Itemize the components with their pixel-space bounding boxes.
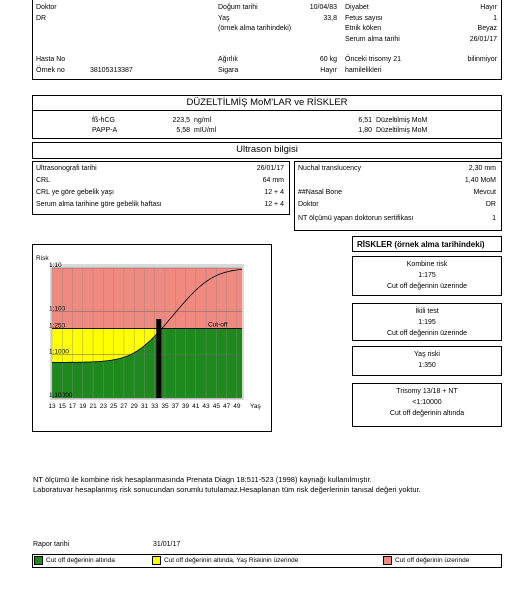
- report-date-label: Rapor tarihi: [33, 541, 70, 548]
- patient-field: Serum alma tarihi: [345, 35, 400, 43]
- patient-marker: [156, 319, 161, 398]
- patient-field: bilinmiyor: [467, 56, 497, 63]
- mom-analyte-unit: ng/ml: [194, 117, 212, 124]
- mom-value: 1,80: [358, 127, 372, 134]
- cutoff-label: Cut-off: [208, 321, 228, 329]
- ultrasound-label: ##Nasal Bone: [298, 189, 342, 196]
- patient-field: 26/01/17: [469, 35, 497, 43]
- x-tick-label: 49: [233, 403, 241, 410]
- patient-field: Örnek no: [36, 66, 65, 74]
- x-tick-label: 25: [110, 403, 118, 410]
- x-tick-label: 39: [181, 403, 190, 410]
- legend-text: Cut off değerinin üzerinde: [395, 557, 470, 564]
- patient-field: Hayır: [480, 4, 497, 11]
- y-axis-label: Risk: [36, 255, 49, 262]
- x-axis-label: Yaş: [250, 403, 261, 410]
- legend-text: Cut off değerinin altında: [46, 557, 115, 564]
- ultrasound-label: CRL ye göre gebelik yaşı: [36, 189, 114, 196]
- x-tick-label: 27: [120, 403, 128, 410]
- risk-box-value: 1:350: [418, 362, 436, 369]
- risk-box-title: Trisomy 13/18 + NT: [396, 388, 458, 395]
- risk-box-status: Cut off değerinin altında: [389, 410, 465, 417]
- legend-swatch: [34, 556, 43, 565]
- x-tick-label: 31: [140, 403, 149, 410]
- y-tick-label: 1:250: [49, 322, 66, 330]
- ultrasound-label: CRL: [36, 177, 51, 184]
- ultrasound-value: 1: [492, 215, 496, 222]
- mom-analyte-name: fß-hCG: [92, 117, 115, 124]
- risk-box: [352, 303, 502, 341]
- patient-field: (örnek alma tarihindeki): [218, 25, 292, 32]
- legend-swatch: [383, 556, 392, 565]
- x-tick-label: 13: [48, 403, 56, 410]
- patient-field: hamilelikleri: [345, 66, 382, 74]
- y-tick-label: 1:100: [49, 305, 66, 313]
- risk-box-value: <1:10000: [412, 399, 442, 406]
- x-tick-label: 23: [99, 403, 107, 410]
- risk-box-title: Kombine risk: [406, 261, 448, 268]
- ultrasound-label: Ultrasonografi tarihi: [36, 165, 97, 172]
- risk-box-value: 1:195: [418, 319, 436, 326]
- mom-analyte-value: 223,5: [172, 117, 190, 124]
- x-tick-label: 29: [130, 403, 138, 410]
- x-tick-label: 43: [202, 403, 210, 410]
- patient-field: Doğum tarihi: [218, 4, 258, 11]
- patient-field: 60 kg: [319, 56, 337, 63]
- patient-field: Doktor: [36, 4, 57, 11]
- mom-values-box: [32, 111, 502, 139]
- patient-field: Hasta No: [36, 56, 66, 63]
- x-tick-label: 17: [68, 403, 77, 410]
- legend-text: Cut off değerinin altında, Yaş Riskinin üzerinde: [164, 557, 299, 564]
- patient-field: Yaş: [218, 14, 230, 22]
- risk-box: [352, 383, 502, 427]
- ultrasound-value: DR: [485, 201, 496, 208]
- patient-field: Sigara: [218, 66, 239, 74]
- patient-field: 10/04/83: [309, 4, 337, 11]
- risk-box-status: Cut off değerinin üzerinde: [386, 283, 468, 290]
- x-tick-label: 45: [212, 403, 220, 410]
- patient-field: 1: [493, 14, 497, 22]
- risk-box: [352, 346, 502, 376]
- patient-field: Etnik köken: [345, 25, 382, 32]
- note-line-2: Laboratuvar hesaplanmış risk sonucundan sorumlu tutulamaz.Hesaplanan tüm risk değerlerinin tanısal değeri yoktur.: [33, 485, 421, 494]
- x-tick-label: 41: [192, 403, 200, 410]
- mom-analyte-value: 5,58: [176, 127, 190, 134]
- patient-field: Diyabet: [345, 4, 369, 11]
- patient-field: Beyaz: [477, 25, 497, 32]
- patient-field: Hayır: [320, 66, 337, 74]
- x-tick-label: 19: [79, 403, 87, 410]
- risk-box-status: Cut off değerinin üzerinde: [386, 330, 468, 337]
- ultrasound-label: NT ölçümü yapan doktorun sertifikası: [298, 215, 414, 222]
- legend-swatch: [152, 556, 161, 565]
- x-tick-label: 47: [222, 403, 231, 410]
- ultrasound-value: Mevcut: [473, 189, 496, 196]
- ultrasound-label: Serum alma tarihine göre gebelik haftası: [36, 201, 162, 208]
- patient-field: Ağırlık: [218, 56, 238, 63]
- ultrasound-value: 12 + 4: [264, 189, 284, 196]
- risk-box-value: 1:175: [418, 272, 436, 279]
- note-line-1: NT ölçümü ile kombine risk hesaplanmasında Prenata Diagn 18:511-523 (1998) kaynağı kullanılmıştır.: [33, 475, 372, 484]
- patient-field: 38105313387: [90, 66, 133, 74]
- x-tick-label: 21: [89, 403, 97, 410]
- risk-chart: [32, 244, 272, 432]
- mom-analyte-name: PAPP-A: [92, 127, 118, 134]
- ultrasound-value: 12 + 4: [264, 201, 284, 208]
- patient-field: Fetus sayısı: [345, 14, 383, 22]
- mom-label: Düzeltilmiş MoM: [376, 127, 428, 134]
- risk-box: [352, 256, 502, 296]
- report-date-value: 31/01/17: [153, 541, 181, 548]
- y-tick-label: 1:10: [49, 262, 62, 269]
- mom-label: Düzeltilmiş MoM: [376, 117, 428, 124]
- y-tick-label: 1:1000: [49, 348, 69, 356]
- ultrasound-value: 2,30 mm: [468, 165, 496, 172]
- ultrasound-value: 1,40 MoM: [464, 177, 496, 184]
- ultrasound-value: 26/01/17: [256, 165, 284, 172]
- x-tick-label: 37: [171, 403, 179, 410]
- y-tick-label: 1:10000: [49, 392, 73, 399]
- risk-box-title: Yaş riski: [414, 351, 440, 358]
- ultrasound-label: Nuchal translucency: [298, 165, 362, 172]
- ultrasound-title: Ultrason bilgisi: [236, 144, 298, 155]
- ultrasound-value: 64 mm: [262, 177, 284, 184]
- patient-field: Önceki trisomy 21: [345, 56, 402, 63]
- patient-field: DR: [36, 14, 47, 22]
- ultrasound-label: Doktor: [298, 201, 319, 208]
- mom-analyte-unit: mIU/ml: [194, 127, 217, 134]
- patient-field: 33,8: [323, 14, 337, 22]
- mom-section-title: DÜZELTİLMİŞ MoM'LAR ve RİSKLER: [186, 97, 348, 108]
- mom-value: 6,51: [358, 117, 372, 124]
- x-tick-label: 33: [151, 403, 159, 410]
- risks-title: RİSKLER (örnek alma tarihindeki): [357, 240, 485, 249]
- x-tick-label: 35: [161, 403, 169, 410]
- risk-box-title: İkili test: [415, 308, 439, 315]
- x-tick-label: 15: [58, 403, 66, 410]
